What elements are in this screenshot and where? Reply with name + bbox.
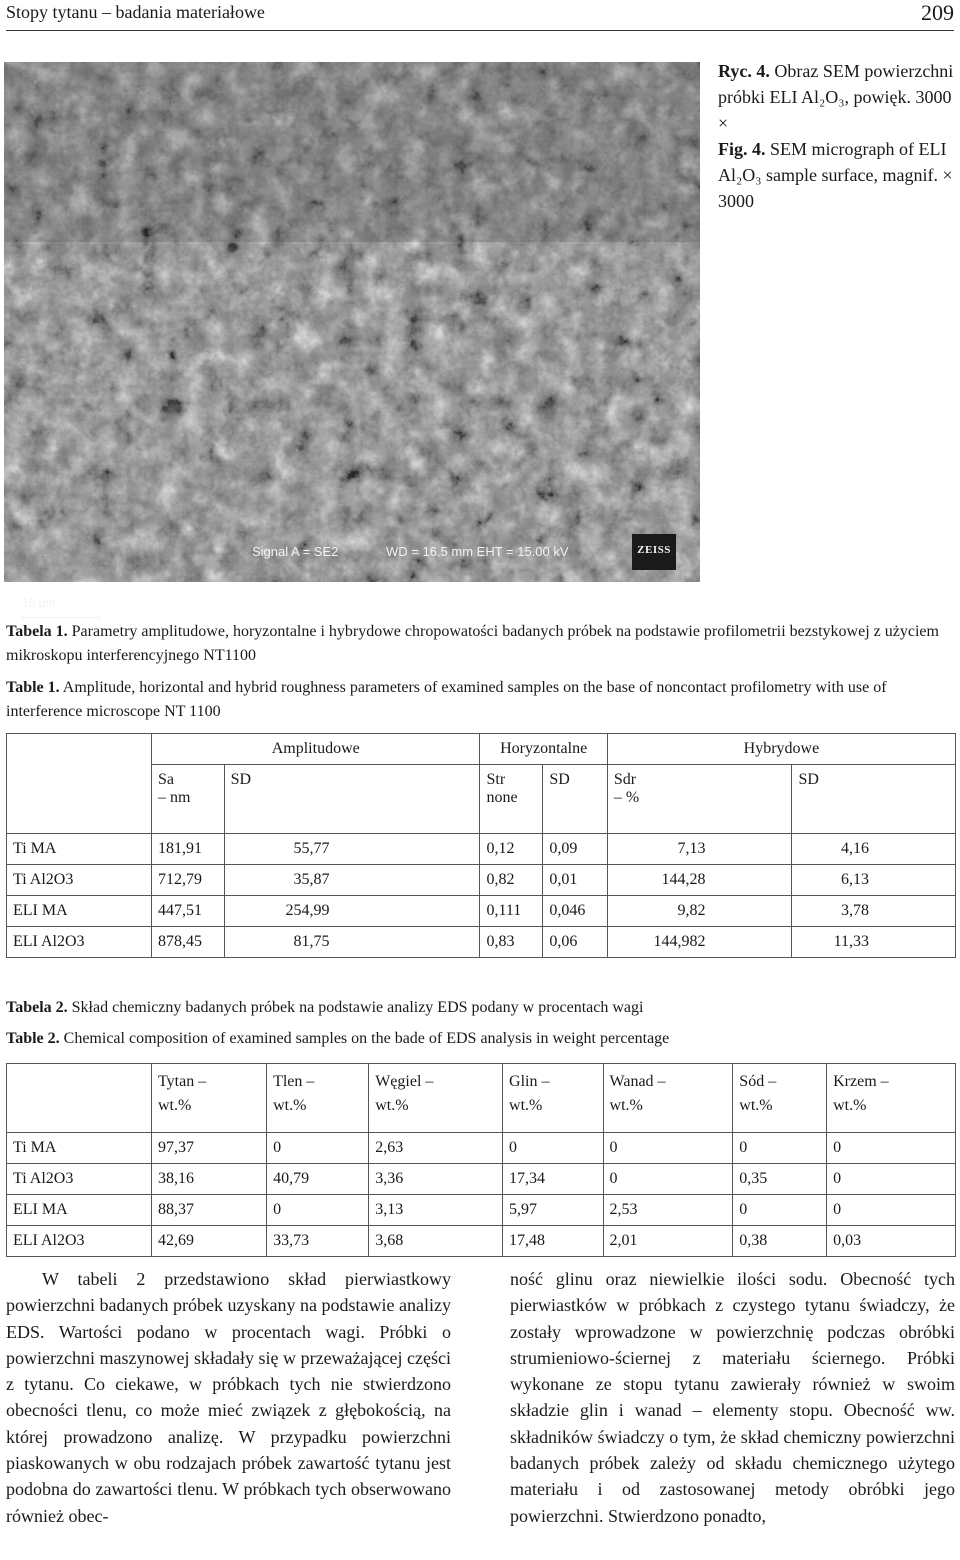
header-krzem: [827, 1064, 956, 1133]
zeiss-logo: ZEISS: [632, 534, 676, 570]
header-tlen: [267, 1064, 369, 1133]
cell-sd: 0,09: [543, 834, 607, 865]
table-row: [7, 927, 956, 958]
scale-label: 10 µm: [22, 596, 56, 610]
cell-str: 0,12: [480, 834, 543, 865]
element-name: Tytan –: [158, 1073, 207, 1090]
header-sd-amplitude: SD: [224, 765, 480, 834]
cell-value: 33,73: [267, 1226, 369, 1257]
element-unit: wt.%: [273, 1097, 307, 1114]
caption-pl: [718, 58, 954, 136]
table1-corner-cell: [7, 734, 152, 834]
cell-sdr: 9,82: [607, 896, 792, 927]
table-row: [7, 1133, 956, 1164]
cell-sa: 181,91: [152, 834, 225, 865]
header-wegiel: [369, 1064, 503, 1133]
table-row: [7, 1195, 956, 1226]
element-unit: wt.%: [158, 1097, 192, 1114]
sdr-unit: – %: [613, 789, 640, 806]
table2-text-pl: Skład chemiczny badanych próbek na podstawie analizy EDS podany w procentach wagi: [71, 999, 644, 1016]
element-unit: wt.%: [609, 1097, 643, 1114]
cell-value: 42,69: [152, 1226, 267, 1257]
cell-value: 0: [827, 1195, 956, 1226]
cell-value: 2,53: [603, 1195, 733, 1226]
cell-value: 0,35: [733, 1164, 827, 1195]
cell-value: 2,01: [603, 1226, 733, 1257]
caption-en: [718, 136, 954, 214]
sample-name: ELI MA: [7, 1195, 152, 1226]
cell-value: 0,03: [827, 1226, 956, 1257]
cell-value: 0: [267, 1195, 369, 1226]
table1-caption-en: [6, 676, 952, 724]
table1-text-pl: Parametry amplitudowe, horyzontalne i hybrydowe chropowatości badanych próbek na podstawie profilometrii bezstykowej z użyciem mikroskopu interferencyjnego NT1100: [6, 623, 939, 664]
cell-value: 3,36: [369, 1164, 503, 1195]
group-amplitude: Amplitudowe: [152, 734, 480, 765]
str-label: Str: [486, 771, 506, 788]
wd-eht-label: WD = 16.5 mm EHT = 15.00 kV: [386, 544, 569, 559]
cell-sd: 3,78: [792, 896, 956, 927]
table1-group-row: [7, 734, 956, 765]
cell-value: 17,48: [503, 1226, 603, 1257]
header-rule: [6, 30, 954, 31]
cell-str: 0,111: [480, 896, 543, 927]
cell-value: 88,37: [152, 1195, 267, 1226]
header-wanad: [603, 1064, 733, 1133]
cell-value: 0: [603, 1164, 733, 1195]
table2-text-en: Chemical composition of examined samples on the bade of EDS analysis in weight percentage: [63, 1030, 670, 1047]
cell-sa: 878,45: [152, 927, 225, 958]
cell-value: 3,13: [369, 1195, 503, 1226]
table2-label-pl: Tabela 2.: [6, 999, 68, 1016]
cell-sdr: 7,13: [607, 834, 792, 865]
sample-name: ELI Al2O3: [7, 1226, 152, 1257]
cell-sd: 6,13: [792, 865, 956, 896]
cell-str: 0,82: [480, 865, 543, 896]
cell-sd: 55,77: [224, 834, 480, 865]
page-header: [6, 0, 954, 28]
page-number: 209: [921, 0, 954, 25]
header-sod: [733, 1064, 827, 1133]
cell-value: 40,79: [267, 1164, 369, 1195]
sample-name: ELI Al2O3: [7, 927, 152, 958]
cell-value: 2,63: [369, 1133, 503, 1164]
sa-label: Sa: [158, 771, 174, 788]
sample-name: Ti Al2O3: [7, 865, 152, 896]
group-horizontal: Horyzontalne: [480, 734, 607, 765]
cell-value: 0,38: [733, 1226, 827, 1257]
table-row: [7, 834, 956, 865]
cell-value: 17,34: [503, 1164, 603, 1195]
caption-en-text: SEM micrograph of ELI Al₂O₃ sample surface, magnif. × 3000: [718, 139, 953, 211]
cell-value: 5,97: [503, 1195, 603, 1226]
element-unit: wt.%: [509, 1097, 543, 1114]
table2-header-row: [7, 1064, 956, 1133]
cell-value: 38,16: [152, 1164, 267, 1195]
cell-sd: 0,06: [543, 927, 607, 958]
sample-name: Ti MA: [7, 834, 152, 865]
header-sa: [152, 765, 225, 834]
caption-en-label: Fig. 4.: [718, 139, 766, 159]
header-glin: [503, 1064, 603, 1133]
cell-value: 0: [267, 1133, 369, 1164]
cell-sd: 4,16: [792, 834, 956, 865]
table-row: [7, 865, 956, 896]
cell-value: 0: [733, 1195, 827, 1226]
cell-sa: 712,79: [152, 865, 225, 896]
table1-text-en: Amplitude, horizontal and hybrid roughness parameters of examined samples on the base of noncontact profilometry with use of interference microscope NT 1100: [6, 679, 887, 720]
cell-sdr: 144,982: [607, 927, 792, 958]
table-row: [7, 1164, 956, 1195]
cell-sa: 447,51: [152, 896, 225, 927]
element-name: Sód –: [739, 1073, 777, 1090]
cell-value: 0: [827, 1133, 956, 1164]
cell-value: 97,37: [152, 1133, 267, 1164]
element-unit: wt.%: [739, 1097, 773, 1114]
running-title: Stopy tytanu – badania materiałowe: [6, 2, 265, 22]
composition-table: [6, 1063, 956, 1257]
cell-sd: 0,01: [543, 865, 607, 896]
element-name: Tlen –: [273, 1073, 315, 1090]
group-hybrid: Hybrydowe: [607, 734, 955, 765]
header-tytan: [152, 1064, 267, 1133]
cell-value: 3,68: [369, 1226, 503, 1257]
cell-value: 0: [503, 1133, 603, 1164]
cell-value: 0: [733, 1133, 827, 1164]
element-unit: wt.%: [833, 1097, 867, 1114]
element-name: Wanad –: [609, 1073, 666, 1090]
sdr-label: Sdr: [613, 771, 637, 788]
table2-label-en: Table 2.: [6, 1030, 60, 1047]
sem-texture: [4, 62, 700, 582]
element-name: Glin –: [509, 1073, 550, 1090]
table-row: [7, 1226, 956, 1257]
header-str: [480, 765, 543, 834]
cell-sd: 0,046: [543, 896, 607, 927]
cell-str: 0,83: [480, 927, 543, 958]
header-sdr: [607, 765, 792, 834]
sa-unit: – nm: [158, 789, 191, 806]
figure-caption: [718, 58, 954, 214]
body-text-left: W tabeli 2 przedstawiono skład pierwiastkowy powierzchni badanych próbek uzyskany na podstawie analizy EDS. Wartości podano w procentach wagi. Próbki o powierzchni maszynowej składały się w przeważającej części z tytanu. Co ciekawe, w próbkach tych nie stwierdzono obecności tlenu, co może mieć związek z głębokością, na której prowadzono analizę. W przypadku powierzchni piaskowanych w obu rodzajach próbek zawartość tytanu jest podobna do zawartości tlenu. W próbkach tych obserwowano również obec-: [6, 1269, 451, 1526]
cell-value: 0: [827, 1164, 956, 1195]
cell-sdr: 144,28: [607, 865, 792, 896]
str-unit: none: [486, 789, 518, 806]
cell-sd: 81,75: [224, 927, 480, 958]
header-sd-horizontal: SD: [543, 765, 607, 834]
caption-pl-label: Ryc. 4.: [718, 61, 770, 81]
table2-caption-pl: [6, 996, 952, 1020]
cell-sd: 35,87: [224, 865, 480, 896]
sample-name: Ti Al2O3: [7, 1164, 152, 1195]
table2-corner-cell: [7, 1064, 152, 1133]
signal-label: Signal A = SE2: [252, 544, 339, 559]
cell-sd: 11,33: [792, 927, 956, 958]
cell-value: 0: [603, 1133, 733, 1164]
header-sd-hybrid: SD: [792, 765, 956, 834]
sample-name: Ti MA: [7, 1133, 152, 1164]
body-text-right: ność glinu oraz niewielkie ilości sodu. Obecność tych pierwiastków w próbkach z czystego tytanu świadczy, że zostały wprowadzone w powierzchnię podczas obróbki strumieniowo-ściernej z materiału ściernego. Próbki wykonane ze stopu tytanu zawierały również w swoim składzie glin i wanad – elementy stopu. Obecność ww. składników świadczy o tym, że skład chemiczny powierzchni badanych próbek zależy od składu chemicznego użytego materiału i od zastosowanej metody obróbki jego powierzchni. Stwierdzono ponadto,: [510, 1269, 955, 1526]
sem-micrograph: [4, 62, 700, 610]
caption-pl-text: Obraz SEM powierzchni próbki ELI Al₂O₃, powięk. 3000 ×: [718, 61, 954, 133]
table2-caption-en: [6, 1027, 952, 1051]
table1-label-en: Table 1.: [6, 679, 60, 696]
sample-name: ELI MA: [7, 896, 152, 927]
cell-sd: 254,99: [224, 896, 480, 927]
element-name: Węgiel –: [375, 1073, 434, 1090]
element-unit: wt.%: [375, 1097, 409, 1114]
table1-caption-pl: [6, 620, 952, 668]
table1-label-pl: Tabela 1.: [6, 623, 68, 640]
element-name: Krzem –: [833, 1073, 889, 1090]
roughness-table: [6, 733, 956, 958]
table-row: [7, 896, 956, 927]
